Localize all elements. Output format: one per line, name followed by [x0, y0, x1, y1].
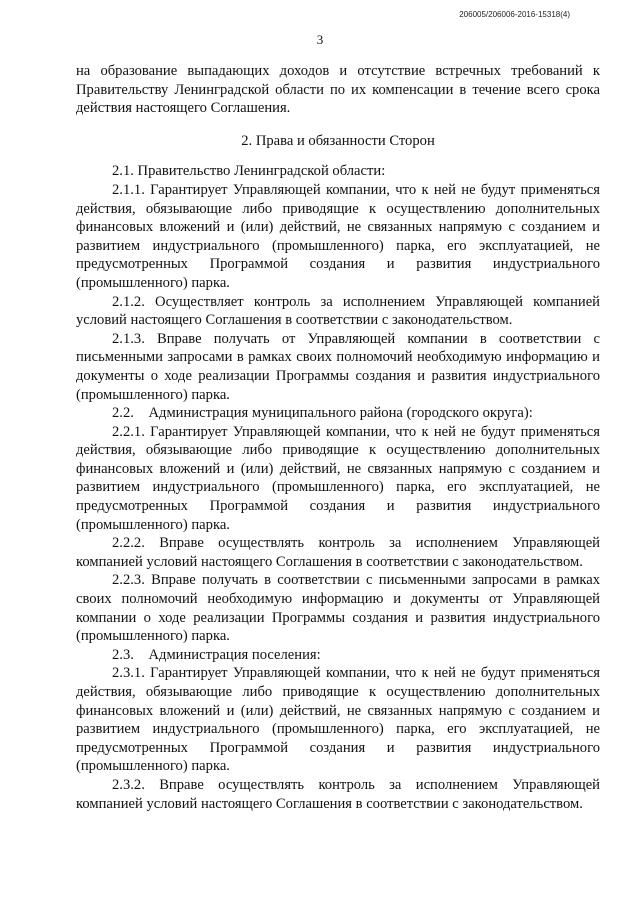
- document-number: 206005/206006-2016-15318(4): [459, 10, 570, 19]
- clause-2-3: 2.3. Администрация поселения:: [112, 646, 321, 663]
- clause-2-3-1: 2.3.1. Гарантирует Управляющей компании, что к ней не будут применяться действия, обязывающие либо приводящие к осуществлению дополнительных финансовых вложений и (или) действий, не связанных напрямую с созданием и развитием индустриального (промышленного) парка, его эксплуатацией, не предусмотренных Программой создания и развития индустриального (промышленного) парка.: [76, 665, 600, 775]
- section-heading: 2. Права и обязанности Сторон: [241, 132, 435, 149]
- clause-2-3-2: 2.3.2. Вправе осуществлять контроль за исполнением Управляющей компанией условий настоящего Соглашения в соответствии с законодательством.: [76, 776, 600, 812]
- clause-2-1-3: 2.1.3. Вправе получать от Управляющей компании в соответствии с письменными запросами в рамках своих полномочий необходимую информацию и документы о ходе реализации Программы создания и развития индустриального (промышленного) парка.: [76, 330, 600, 403]
- clause-2-2-2: 2.2.2. Вправе осуществлять контроль за исполнением Управляющей компанией условий настоящего Соглашения в соответствии с законодательством.: [76, 535, 600, 570]
- clause-2-2-3: 2.2.3. Вправе получать в соответствии с письменными запросами в рамках своих полномочий необходимую информацию и документы от Управляющей компании о ходе реализации Программы создания и развития индустриального (промышленного) парка.: [76, 572, 600, 645]
- clause-2-1-1: 2.1.1. Гарантирует Управляющей компании, что к ней не будут применяться действия, обязывающие либо приводящие к осуществлению дополнительных финансовых вложений и (или) действий, не связанных напрямую с созданием и развитием индустриального (промышленного) парка, его эксплуатацией, не предусмотренных Программой создания и развития индустриального (промышленного) парка.: [76, 181, 600, 291]
- clause-2-2-1: 2.2.1. Гарантирует Управляющей компании, что к ней не будут применяться действия, обязывающие либо приводящие к осуществлению дополнительных финансовых вложений и (или) действий, не связанных напрямую с созданием и развитием индустриального (промышленного) парка, его эксплуатацией, не предусмотренных Программой создания и развития индустриального (промышленного) парка.: [76, 423, 600, 533]
- clause-2-1: 2.1. Правительство Ленинградской области:: [112, 163, 386, 180]
- page-number: 3: [316, 32, 324, 47]
- paragraph-continuation: на образование выпадающих доходов и отсутствие встречных требований к Правительству Ленинградской области по их компенсации в течение всего срока действия настоящего Соглашения.: [76, 63, 600, 117]
- document-body: [76, 62, 600, 813]
- clause-2-2: 2.2. Администрация муниципального района (городского округа):: [112, 405, 533, 422]
- clause-2-1-2: 2.1.2. Осуществляет контроль за исполнением Управляющей компанией условий настоящего Соглашения в соответствии с законодательством.: [76, 293, 600, 329]
